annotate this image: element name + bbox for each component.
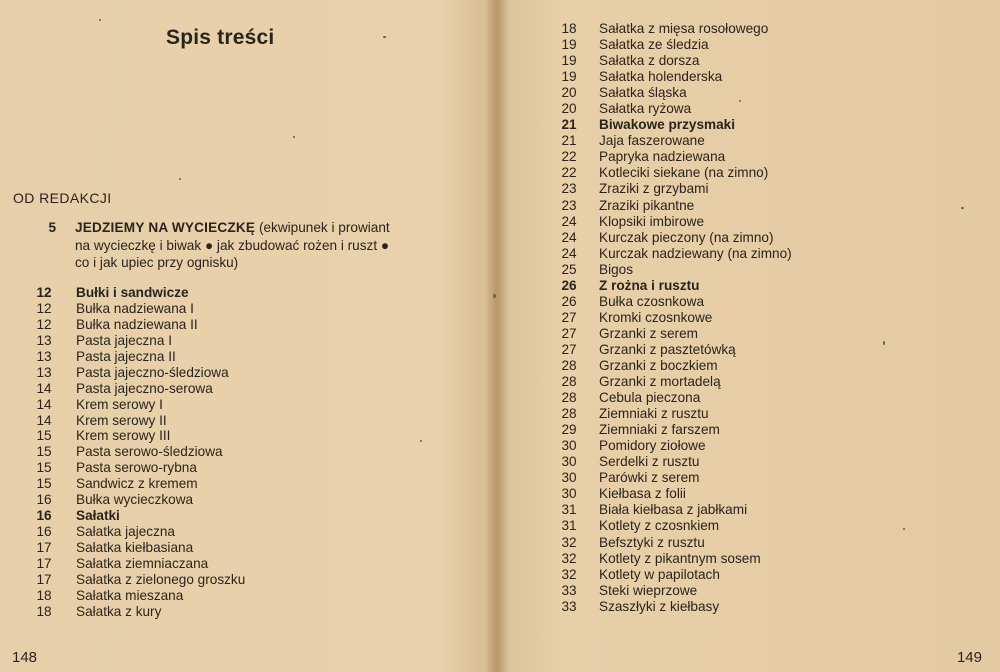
toc-entry [555,342,995,358]
toc-entry-title: Bułka nadziewana I [76,300,194,316]
toc-page-number: 13 [36,348,52,364]
toc-entry [555,358,995,374]
toc-page-number: 32 [561,566,577,582]
toc-entry [555,101,995,117]
toc-page-number: 15 [36,476,52,492]
toc-page-number: 24 [561,245,577,261]
toc-entry [555,53,995,69]
section-label: OD REDAKCJI [13,190,112,206]
toc-entry-title: Grzanki z pasztetówką [599,341,736,357]
toc-entry [30,492,460,508]
toc-page-number: 28 [561,390,577,406]
toc-entry-title: Bigos [599,261,634,277]
toc-page-number: 19 [561,69,577,85]
toc-page-number: 14 [36,412,52,428]
toc-page-number: 16 [36,524,52,540]
toc-entry [555,181,995,197]
toc-entry-title: Pasta serowo-śledziowa [76,444,223,460]
toc-entry-title: Cebula pieczona [599,390,701,406]
page-number-left: 148 [12,649,38,666]
toc-entry [555,438,995,454]
toc-page-number: 32 [561,534,577,550]
paper-speck [293,136,295,138]
toc-entry-title: Steki wieprzowe [599,582,698,598]
toc-page-number: 26 [561,293,577,309]
intro-text [75,219,440,272]
toc-entry [555,390,995,406]
toc-entry-title: Sałatka mieszana [76,587,184,603]
toc-entry-title: Sałatki [76,508,120,524]
toc-page-number: 28 [561,374,577,390]
toc-page-number: 30 [561,454,577,470]
toc-entry-title: Grzanki z serem [599,325,698,341]
toc-entry [30,413,460,429]
toc-entry-title: Bułka wycieczkowa [76,492,194,508]
toc-entry-title: Pasta jajeczna I [76,332,172,348]
intro-entry [40,219,440,272]
toc-page-number: 22 [561,149,577,165]
toc-page-number: 24 [561,229,577,245]
toc-entry [555,567,995,583]
toc-page-number: 31 [561,518,577,534]
toc-entry-title: Bułka czosnkowa [599,293,705,309]
toc-page-number: 27 [561,309,577,325]
toc-entry-title: Pasta jajeczna II [76,348,176,364]
toc-entry-title: Kotleciki siekane (na zimno) [599,165,769,181]
toc-entry [30,428,460,444]
toc-entry [555,246,995,262]
toc-entry-title: Zraziki z grzybami [599,181,709,197]
paper-speck [383,36,386,38]
toc-page-number: 12 [36,285,52,300]
toc-entry-title: Sałatka jajeczna [76,524,175,540]
toc-page-number: 19 [561,37,577,53]
toc-entry-title: Pasta serowo-rybna [76,460,197,476]
toc-entry [30,317,460,333]
toc-page-number: 16 [36,508,52,524]
toc-entry-title: Ziemniaki z farszem [599,422,720,438]
toc-page-number: 13 [36,364,52,380]
paper-speck [99,19,101,21]
toc-category [555,278,995,294]
toc-entry-title: Sałatka z mięsa rosołowego [599,21,769,36]
toc-entry-title: Befsztyki z rusztu [599,534,705,550]
toc-entry-title: Grzanki z mortadelą [599,374,721,390]
toc-entry [30,381,460,397]
toc-entry [30,333,460,349]
toc-entry-title: Serdelki z rusztu [599,454,700,470]
toc-entry [555,535,995,551]
toc-entry [555,214,995,230]
toc-entry-title: Bułki i sandwicze [76,285,189,300]
toc-page-number: 22 [561,165,577,181]
toc-entry [555,310,995,326]
toc-entry-title: Sałatka ze śledzia [599,37,709,53]
toc-entry-title: Sandwicz z kremem [76,476,198,492]
toc-entry [555,551,995,567]
paper-speck [493,294,496,298]
toc-entry-title: Sałatka ryżowa [599,101,692,117]
paper-speck [961,207,964,209]
toc-page-number: 21 [561,133,577,149]
toc-page-number: 28 [561,406,577,422]
toc-entry [555,454,995,470]
toc-category [30,285,460,301]
toc-entry-title: Pomidory ziołowe [599,438,706,454]
toc-entry [555,198,995,214]
paper-speck [739,100,741,102]
toc-entry-title: Klopsiki imbirowe [599,213,705,229]
toc-page-number: 12 [36,316,52,332]
toc-entry [555,262,995,278]
paper-speck [903,528,905,530]
toc-entry [30,476,460,492]
toc-page-number: 27 [561,325,577,341]
toc-entry-title: Krem serowy II [76,412,167,428]
toc-page-number: 15 [36,460,52,476]
toc-page-number: 30 [561,438,577,454]
toc-category [30,508,460,524]
toc-page-number: 21 [561,117,577,133]
page-title: Spis treści [166,26,275,49]
toc-list-right [555,21,995,615]
page-number-right: 149 [956,649,982,666]
toc-list-left [30,285,460,620]
toc-entry [30,572,460,588]
toc-entry [555,133,995,149]
toc-entry-title: Grzanki z boczkiem [599,357,718,373]
toc-entry [555,294,995,310]
toc-page-number: 27 [561,341,577,357]
toc-entry-title: Sałatka z kury [76,603,162,619]
toc-entry-title: Kurczak pieczony (na zimno) [599,229,774,245]
toc-entry-title: Jaja faszerowane [599,133,705,149]
toc-entry [30,540,460,556]
paper-speck [179,178,181,180]
toc-entry-title: Sałatka z dorsza [599,53,700,69]
toc-page-number: 33 [561,598,577,614]
toc-entry-title: Krem serowy I [76,396,163,412]
toc-entry-title: Biała kiełbasa z jabłkami [599,502,748,518]
toc-entry [30,524,460,540]
toc-entry [555,502,995,518]
toc-entry [30,365,460,381]
toc-page-number: 18 [561,21,577,36]
toc-entry [555,470,995,486]
toc-page-number: 18 [36,587,52,603]
toc-entry [555,21,995,37]
toc-page-number: 23 [561,197,577,213]
toc-entry-title: Sałatka kiełbasiana [76,540,194,555]
toc-entry-title: Sałatka ziemniaczana [76,555,209,571]
toc-entry [555,374,995,390]
toc-entry [30,604,460,620]
toc-entry-title: Bułka nadziewana II [76,316,198,332]
toc-page-number: 20 [561,85,577,101]
toc-entry [555,165,995,181]
toc-entry [30,444,460,460]
toc-entry-title: Pasta jajeczno-serowa [76,380,213,396]
toc-entry-title: Kotlety w papilotach [599,566,720,582]
toc-page-number: 17 [36,571,52,587]
toc-page-number: 13 [36,332,52,348]
intro-text-line-3: co i jak upiec przy ognisku) [75,255,239,271]
toc-entry-title: Zraziki pikantne [599,197,695,213]
toc-page-number: 12 [36,300,52,316]
toc-entry [555,326,995,342]
toc-entry [30,349,460,365]
toc-page-number: 32 [561,550,577,566]
toc-entry-title: Biwakowe przysmaki [599,117,735,133]
intro-text-line-2: na wycieczkę i biwak ● jak zbudować rożen i ruszt ● [75,237,390,253]
toc-page-number: 30 [561,470,577,486]
toc-entry [30,397,460,413]
toc-page-number: 25 [561,261,577,277]
toc-entry [30,556,460,572]
toc-page-number: 26 [561,277,577,293]
toc-page-number: 30 [561,486,577,502]
toc-page-number: 15 [36,428,52,444]
paper-speck [420,440,422,442]
toc-entry [555,85,995,101]
toc-page-number: 33 [561,582,577,598]
paper-speck [883,341,885,345]
toc-page-number: 18 [36,603,52,619]
toc-entry-title: Pasta jajeczno-śledziowa [76,364,229,380]
toc-entry [555,486,995,502]
toc-entry-title: Parówki z serem [599,470,700,486]
toc-entry [555,69,995,85]
toc-page-number: 19 [561,53,577,69]
toc-page-number: 17 [36,540,52,555]
toc-entry-title: Sałatka holenderska [599,69,723,85]
toc-page-number: 14 [36,380,52,396]
toc-entry [30,301,460,317]
toc-entry-title: Szaszłyki z kiełbasy [599,598,720,614]
toc-entry-title: Sałatka z zielonego groszku [76,571,246,587]
left-page [0,0,492,672]
toc-page-number: 16 [36,492,52,508]
toc-entry [555,406,995,422]
intro-text-line-1: (ekwipunek i prowiant [255,220,390,235]
toc-page-number: 15 [36,444,52,460]
toc-entry-title: Kurczak nadziewany (na zimno) [599,245,792,261]
toc-entry-title: Kromki czosnkowe [599,309,713,325]
toc-entry [555,230,995,246]
toc-entry-title: Kotlety z czosnkiem [599,518,720,534]
toc-entry [555,583,995,599]
intro-heading: JEDZIEMY NA WYCIECZKĘ [75,220,256,235]
toc-entry [555,37,995,53]
toc-page-number: 31 [561,502,577,518]
toc-entry-title: Papryka nadziewana [599,149,726,165]
toc-page-number: 14 [36,396,52,412]
toc-page-number: 23 [561,181,577,197]
toc-entry-title: Kiełbasa z folii [599,486,686,502]
toc-page-number: 29 [561,422,577,438]
toc-entry-title: Kotlety z pikantnym sosem [599,550,761,566]
toc-page-number: 20 [561,101,577,117]
toc-page-number: 24 [561,213,577,229]
toc-category [555,117,995,133]
toc-entry [555,149,995,165]
toc-entry-title: Krem serowy III [76,428,171,444]
toc-entry [555,518,995,534]
toc-page-number: 17 [36,555,52,571]
toc-page-number: 28 [561,357,577,373]
toc-entry-title: Z rożna i rusztu [599,277,700,293]
toc-entry [555,422,995,438]
toc-entry-title: Sałatka śląska [599,85,687,101]
intro-page-number: 5 [48,220,56,235]
toc-entry [30,460,460,476]
toc-entry [30,588,460,604]
toc-entry-title: Ziemniaki z rusztu [599,406,709,422]
toc-entry [555,599,995,615]
